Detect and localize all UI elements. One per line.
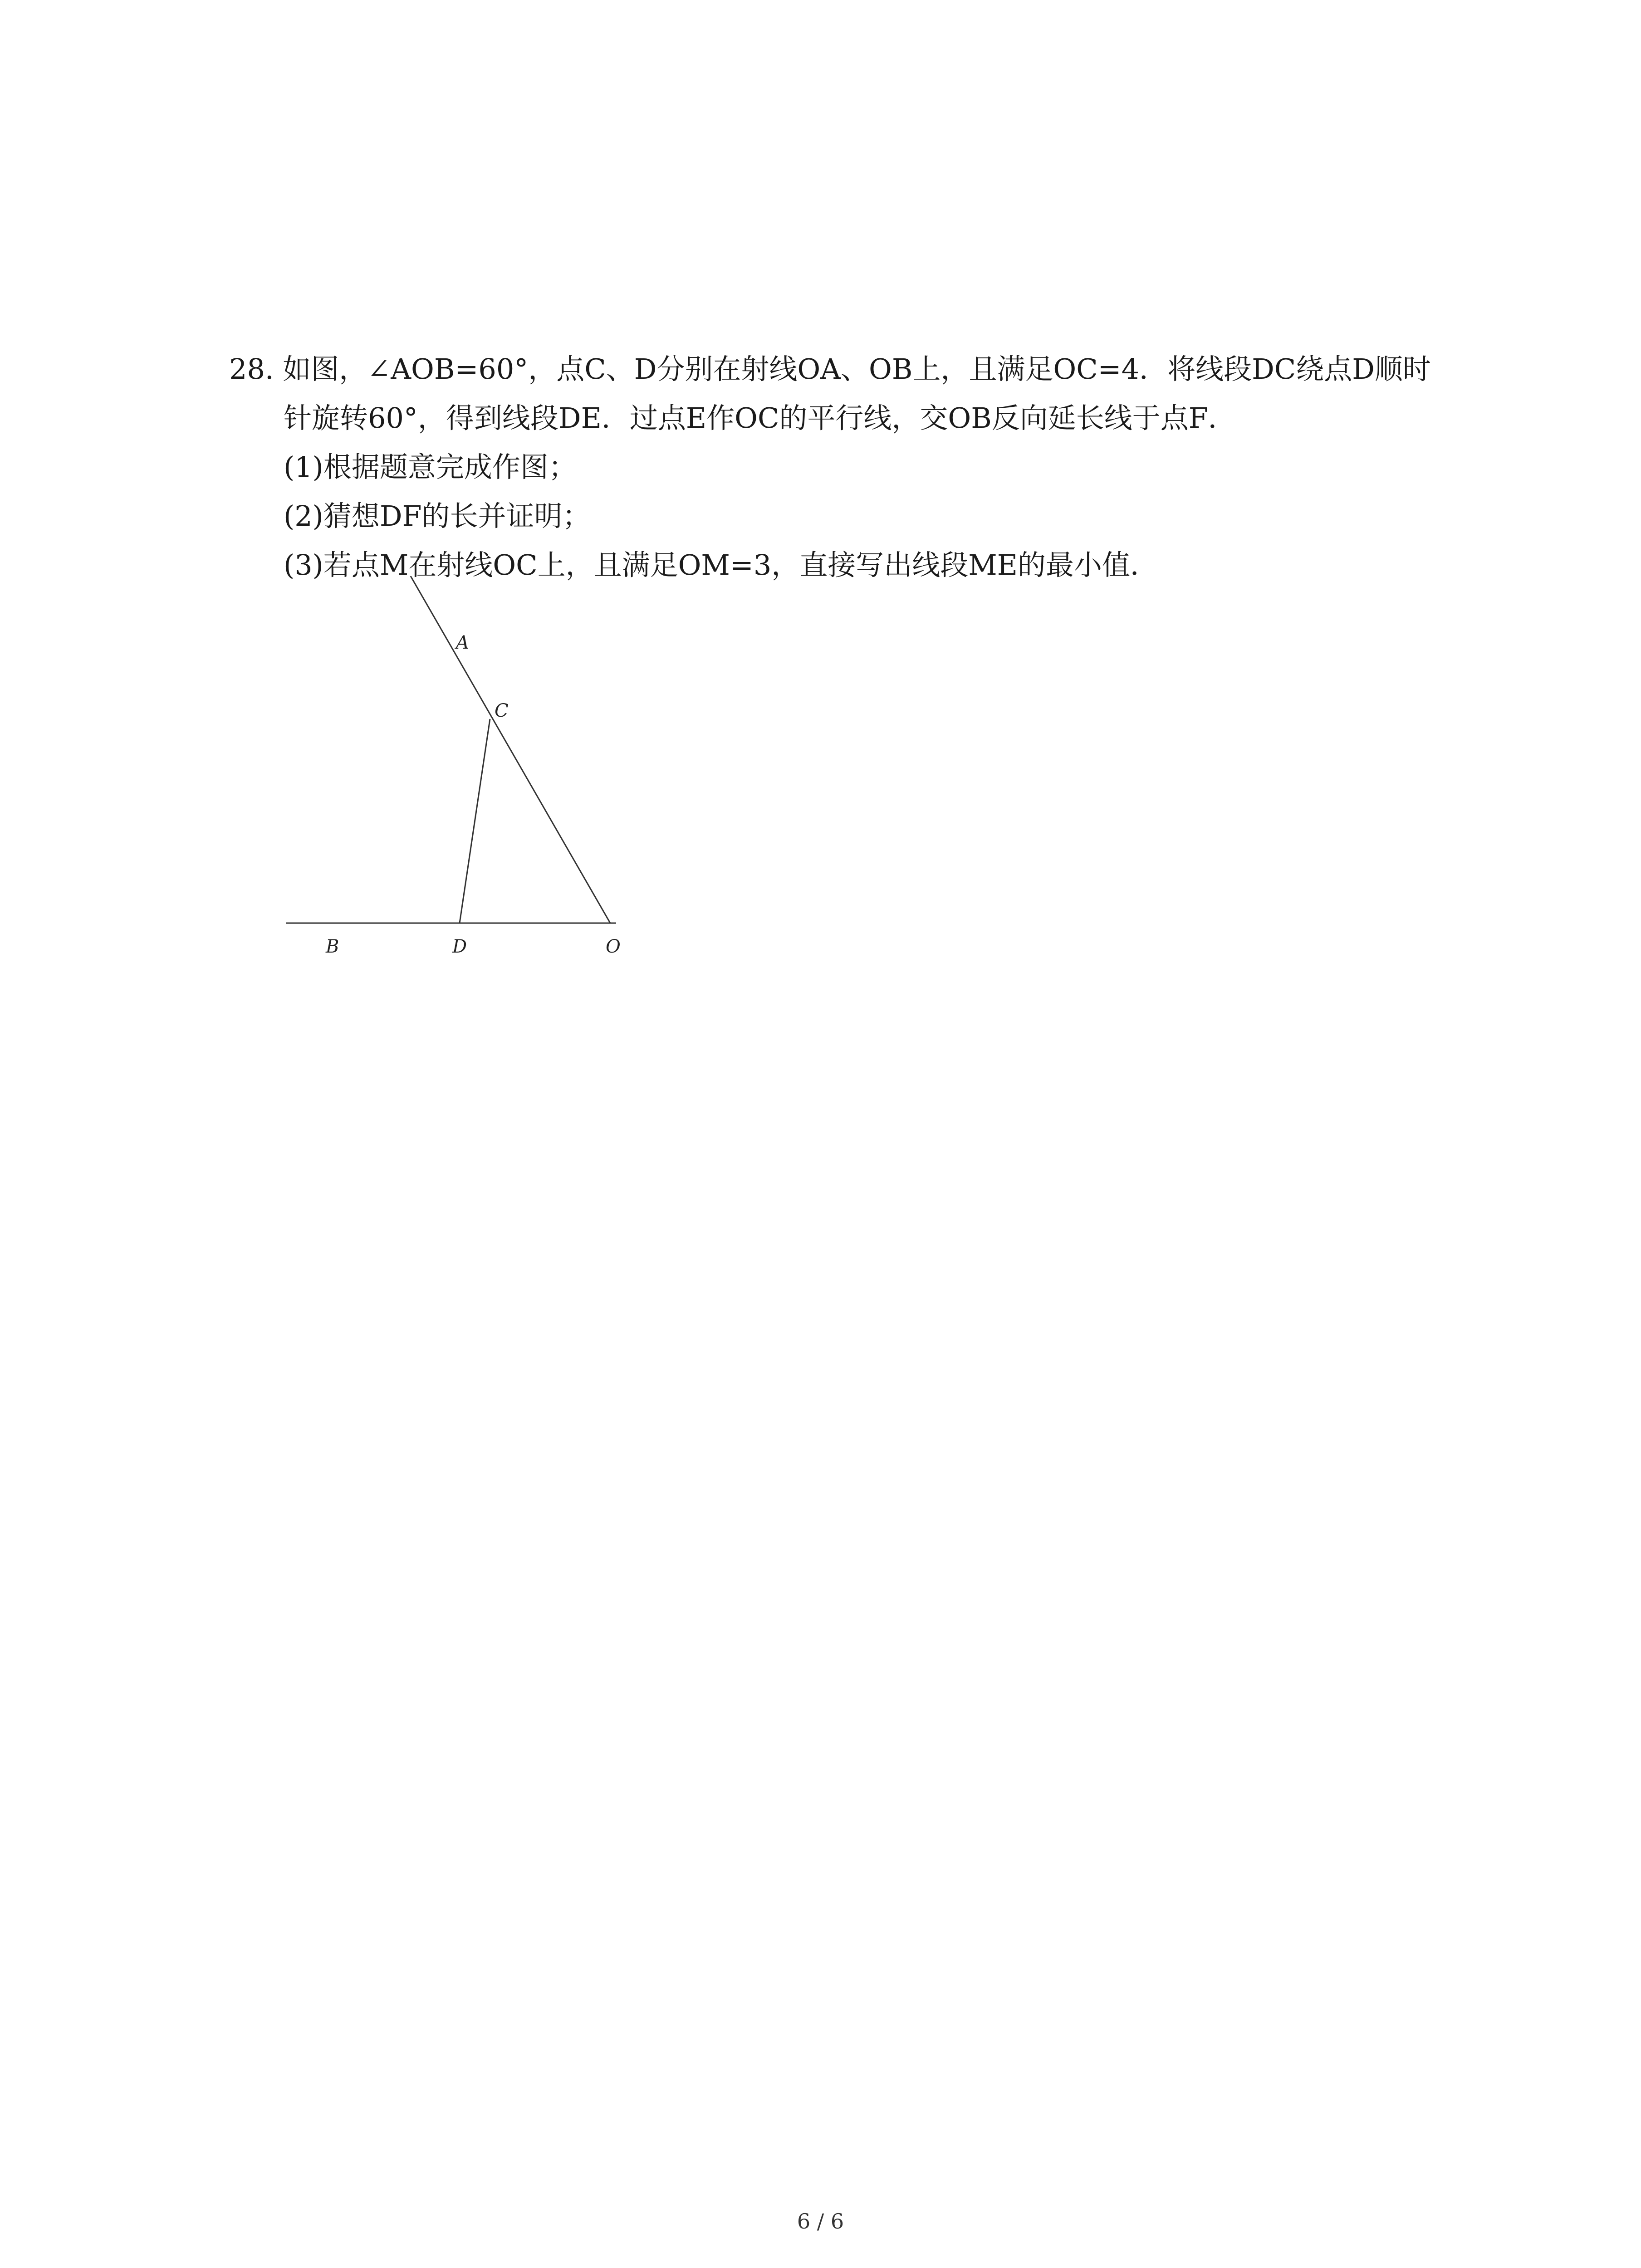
problem-stem-line-2: 针旋转60°，得到线段DE．过点E作OC的平行线，交OB反向延长线于点F． [284,401,1236,435]
problem-stem-line-1: 28. 如图，∠AOB=60°，点C、D分别在射线OA、OB上，且满足OC=4．将线段DC绕点D顺时 [229,352,1431,386]
page-number: 6 / 6 [797,2209,844,2234]
segment-cd [460,719,490,923]
label-a: A [456,632,469,653]
label-b: B [326,936,339,957]
geometry-diagram [272,576,644,962]
part-2: (2)猜想DF的长并证明； [284,499,591,533]
label-d: D [452,936,467,957]
label-o: O [606,936,621,957]
ray-oa [411,576,610,923]
problem-28 [229,345,1481,590]
part-1: (1)根据题意完成作图； [284,450,577,484]
part-3: (3)若点M在射线OC上，且满足OM=3，直接写出线段ME的最小值． [284,548,1159,582]
label-c: C [495,700,509,721]
geometry-figure [272,576,644,962]
